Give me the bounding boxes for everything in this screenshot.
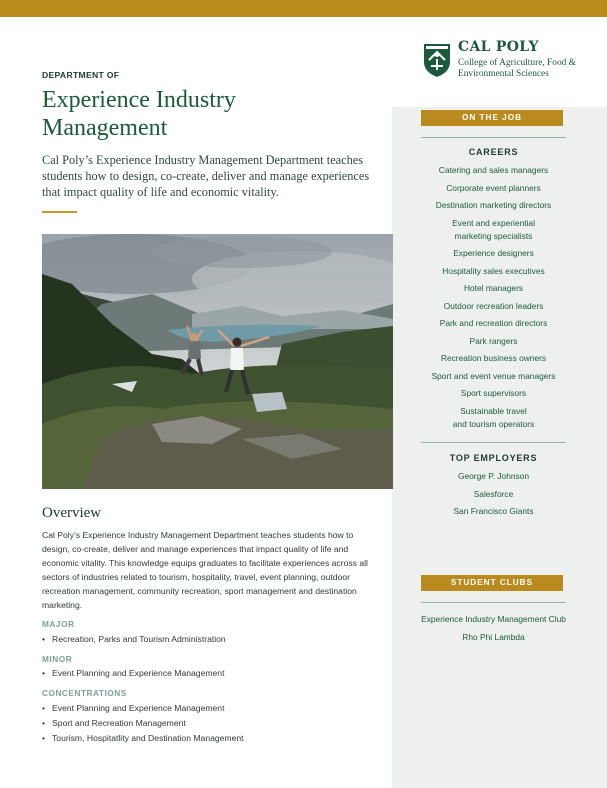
mountain-landscape-image <box>42 234 393 489</box>
list-item: • Recreation, Parks and Tourism Administration <box>42 634 226 644</box>
career-item: Sustainable travel <box>460 406 527 416</box>
career-item: Experience designers <box>453 248 534 258</box>
employers-heading: TOP EMPLOYERS <box>449 453 538 463</box>
major-heading: MAJOR <box>42 619 75 629</box>
concentrations-heading: CONCENTRATIONS <box>42 688 127 698</box>
cal-poly-seal-icon <box>422 40 452 78</box>
overview-paragraph: Cal Poly’s Experience Industry Management Department teaches students how to design, co-create, deliver and manage experiences that impact quality of life and economic vitality. This knowledge equips graduates to facilitate experiences across all sectors of industries related to tourism, hospitality, travel, event planning, outdoor recreation management, community recreation, sport management and destination marketing. <box>42 530 368 610</box>
career-item: and tourism operators <box>452 419 535 429</box>
career-item: Catering and sales managers <box>438 165 549 175</box>
career-item: Park and recreation directors <box>439 318 548 328</box>
career-item: Sport supervisors <box>460 388 527 398</box>
gold-divider <box>42 211 77 213</box>
employer-item: Salesforce <box>473 489 514 499</box>
logo-college-name: College of Agriculture, Food & Environmental Sciences <box>458 58 576 79</box>
career-item: Corporate event planners <box>446 183 541 193</box>
career-item: Sport and event venue managers <box>431 371 556 381</box>
logo-wordmark: CAL POLY <box>458 39 539 55</box>
on-the-job-banner: ON THE JOB <box>421 110 563 126</box>
career-item: Event and experiential <box>452 218 535 228</box>
sidebar-divider <box>421 137 566 138</box>
career-item: Park rangers <box>469 336 518 346</box>
department-label: DEPARTMENT OF <box>42 70 120 80</box>
career-item: Hotel managers <box>463 283 524 293</box>
career-item: Destination marketing directors <box>435 200 552 210</box>
career-item: marketing specialists <box>454 231 533 241</box>
list-item: • Event Planning and Experience Management <box>42 668 225 678</box>
lead-paragraph: Cal Poly’s Experience Industry Management Department teaches students how to design, co-create, deliver and manage experiences that impact quality of life and economic vitality. <box>42 153 370 200</box>
employer-item: San Francisco Giants <box>453 506 534 516</box>
list-item: • Event Planning and Experience Management <box>42 703 225 713</box>
overview-heading: Overview <box>42 505 102 521</box>
student-clubs-banner: STUDENT CLUBS <box>421 575 563 591</box>
cal-poly-logo <box>422 40 592 80</box>
employer-item: George P. Johnson <box>457 471 530 481</box>
career-item: Hospitality sales executives <box>442 266 545 276</box>
club-item: Experience Industry Management Club <box>421 614 566 624</box>
career-item: Recreation business owners <box>440 353 547 363</box>
sidebar-divider <box>421 602 566 603</box>
careers-heading: CAREERS <box>468 147 519 157</box>
list-item: • Sport and Recreation Management <box>42 718 186 728</box>
hero-photo <box>42 234 393 489</box>
sidebar-divider <box>421 442 566 443</box>
club-item: Rho Phi Lambda <box>462 632 525 642</box>
career-item: Outdoor recreation leaders <box>443 301 544 311</box>
top-accent-bar <box>0 0 607 17</box>
minor-heading: MINOR <box>42 654 73 664</box>
list-item: • Tourism, Hospitatlity and Destination Management <box>42 733 244 743</box>
page-title: Experience Industry Management <box>42 87 236 141</box>
